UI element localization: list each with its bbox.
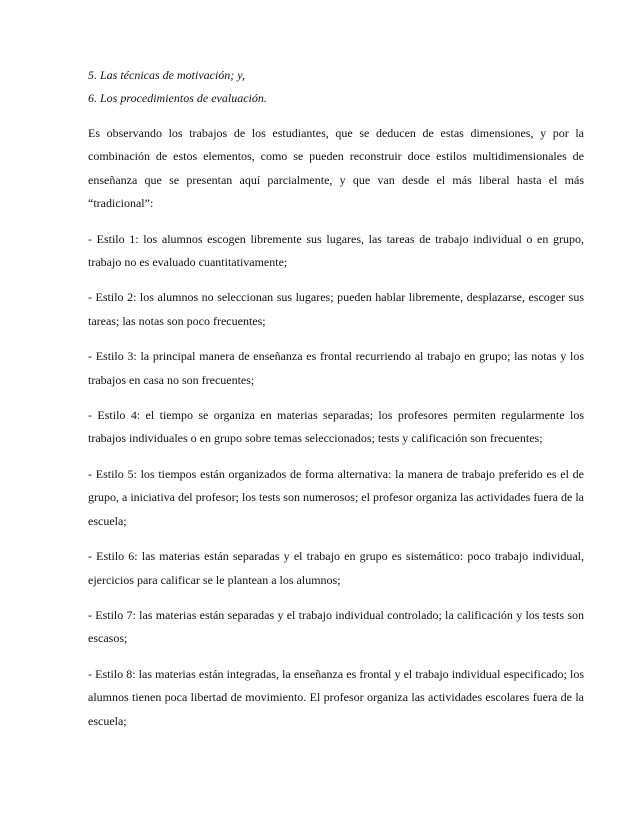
- style-6-paragraph: - Estilo 6: las materias están separadas y el trabajo en grupo es sistemático: poco trabajo individual, ejercicios para calificar se le plantean a los alumnos;: [88, 549, 584, 587]
- intro-paragraph: Es observando los trabajos de los estudiantes, que se deducen de estas dimensiones, y por la combinación de estos elementos, como se pueden reconstruir doce estilos multidimensionales de enseñanza que se presentan aquí parcialmente, y que van desde el más liberal hasta el más “tradicional”:: [88, 126, 584, 211]
- style-4-paragraph: - Estilo 4: el tiempo se organiza en materias separadas; los profesores permiten regularmente los trabajos individuales o en grupo sobre temas seleccionados; tests y calificación son frecuentes;: [88, 408, 584, 446]
- style-5-paragraph: - Estilo 5: los tiempos están organizados de forma alternativa: la manera de trabajo preferido es el de grupo, a iniciativa del profesor; los tests son numerosos; el profesor organiza las actividades fuera de la escuela;: [88, 466, 584, 528]
- style-1-paragraph: - Estilo 1: los alumnos escogen libremente sus lugares, las tareas de trabajo individual o en grupo, trabajo no es evaluado cuantitativamente;: [88, 231, 584, 270]
- list-item-techniques: 5. Las técnicas de motivación; y,: [88, 68, 245, 82]
- style-8-paragraph: - Estilo 8: las materias están integradas, la enseñanza es frontal y el trabajo individual especificado; los alumnos tienen poca libertad de movimiento. El profesor organiza las actividades escolares fuera de la escuela;: [88, 666, 584, 728]
- style-7-paragraph: - Estilo 7: las materias están separadas y el trabajo individual controlado; la calificación y los tests son escasos;: [88, 607, 584, 646]
- style-2-paragraph: - Estilo 2: los alumnos no seleccionan sus lugares; pueden hablar libremente, desplazarse, escoger sus tareas; las notas son poco frecuentes;: [88, 290, 584, 328]
- style-3-paragraph: - Estilo 3: la principal manera de enseñanza es frontal recurriendo al trabajo en grupo; las notas y los trabajos en casa no son frecuentes;: [88, 349, 584, 387]
- list-item-evaluation: 6. Los procedimientos de evaluación.: [88, 91, 267, 105]
- page-content: [88, 64, 584, 733]
